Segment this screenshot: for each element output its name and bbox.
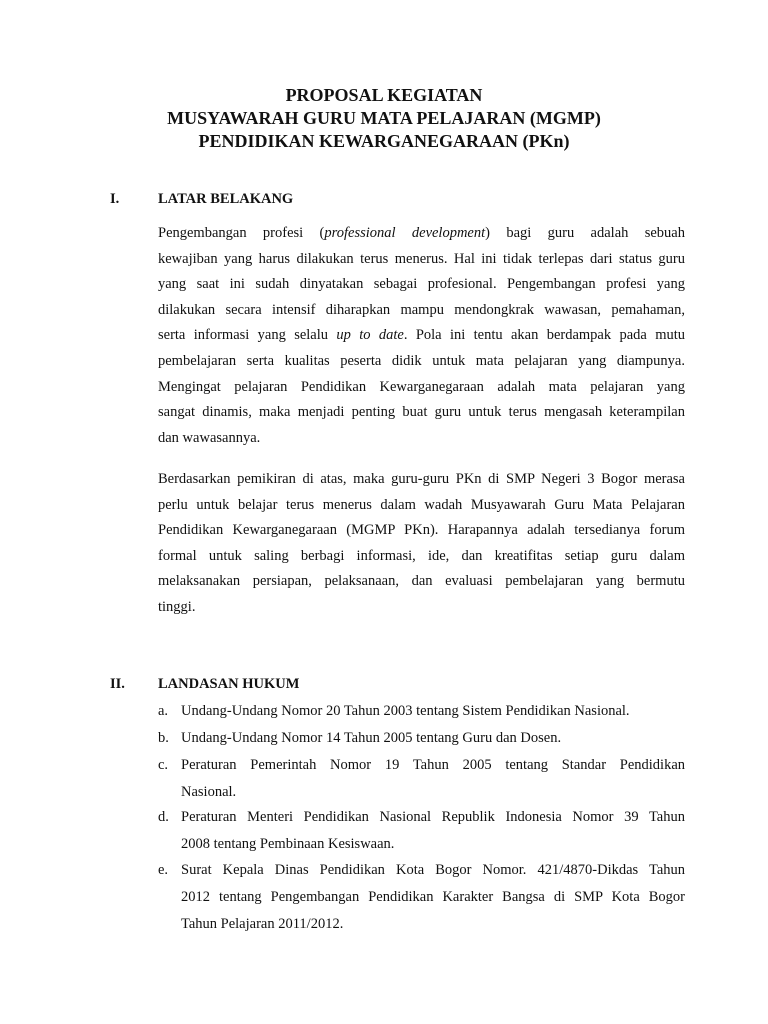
list-item-text: Undang-Undang Nomor 20 Tahun 2003 tentang Sistem Pendidikan Nasional. — [181, 703, 630, 719]
list-item-text: 2008 tentang Pembinaan Kesiswaan. — [181, 836, 395, 852]
paragraph-line: pembelajaran serta kualitas peserta didik untuk mata pelajaran yang diampunya. — [158, 352, 685, 369]
doc-title-line-3: PENDIDIKAN KEWARGANEGARAAN (PKn) — [198, 131, 570, 151]
paragraph-line: Pendidikan Kewarganegaraan (MGMP PKn). Harapannya adalah tersedianya forum — [158, 522, 685, 539]
list-letter: d. — [158, 809, 169, 825]
list-letter: c. — [158, 757, 169, 773]
paragraph-line: yang saat ini sudah dinyatakan sebagai profesional. Pengembangan profesi yang — [158, 276, 685, 293]
text-run: Pengembangan profesi ( — [158, 225, 325, 241]
list-item-text: Surat Kepala Dinas Pendidikan Kota Bogor Nomor. 421/4870-Dikdas Tahun — [181, 862, 685, 878]
list-item-text: Tahun Pelajaran 2011/2012. — [181, 916, 344, 932]
paragraph-line: Berdasarkan pemikiran di atas, maka guru-guru PKn di SMP Negeri 3 Bogor merasa — [158, 471, 685, 487]
paragraph-line: formal untuk saling berbagi informasi, ide, dan kreatifitas setiap guru dalam — [158, 547, 685, 564]
paragraph-line: dan wawasannya. — [158, 429, 261, 446]
paragraph-line — [158, 221, 685, 247]
doc-title-line-2: MUSYAWARAH GURU MATA PELAJARAN (MGMP) — [167, 108, 601, 128]
section-1-paragraph-1 — [158, 221, 685, 451]
section-1-paragraph-2 — [158, 467, 685, 621]
text-run: serta informasi yang selalu — [158, 327, 337, 344]
list-item-text: Undang-Undang Nomor 14 Tahun 2005 tentang Guru dan Dosen. — [181, 730, 562, 746]
paragraph-line: melaksanakan persiapan, pelaksanaan, dan evaluasi pembelajaran yang bermutu — [158, 573, 685, 590]
paragraph-line: Mengingat pelajaran Pendidikan Kewarganegaraan adalah mata pelajaran yang — [158, 378, 685, 395]
paragraph-line — [158, 323, 685, 349]
list-item-text: Peraturan Pemerintah Nomor 19 Tahun 2005 tentang Standar Pendidikan — [181, 757, 685, 773]
paragraph-line: kewajiban yang harus dilakukan terus menerus. Hal ini tidak terlepas dari status guru — [158, 250, 685, 267]
paragraph-line: dilakukan secara intensif diharapkan mampu mendongkrak wawasan, pemahaman, — [158, 301, 685, 318]
section-2-number: II. — [110, 676, 125, 692]
doc-title-line-1: PROPOSAL KEGIATAN — [285, 85, 483, 105]
section-1-heading: LATAR BELAKANG — [158, 191, 294, 207]
italic-term: professional development — [324, 225, 486, 241]
list-item-text: 2012 tentang Pengembangan Pendidikan Karakter Bangsa di SMP Kota Bogor — [181, 889, 685, 905]
paragraph-line: sangat dinamis, maka menjadi penting buat guru untuk terus mengasah keterampilan — [158, 404, 685, 421]
list-item-text: Nasional. — [181, 784, 237, 800]
list-item-text: Peraturan Menteri Pendidikan Nasional Republik Indonesia Nomor 39 Tahun — [181, 809, 685, 825]
italic-term: up to date — [336, 327, 404, 344]
text-run: . Pola ini tentu akan berdampak pada mutu — [403, 327, 686, 344]
paragraph-line: tinggi. — [158, 598, 196, 615]
text-run: ) bagi guru adalah sebuah — [485, 225, 685, 241]
section-1-number: I. — [110, 191, 120, 207]
section-2-heading: LANDASAN HUKUM — [158, 676, 300, 692]
list-letter: e. — [158, 862, 169, 878]
list-letter: a. — [158, 703, 169, 719]
list-letter: b. — [158, 730, 169, 746]
paragraph-line: perlu untuk belajar terus menerus dalam wadah Musyawarah Guru Mata Pelajaran — [158, 496, 685, 513]
